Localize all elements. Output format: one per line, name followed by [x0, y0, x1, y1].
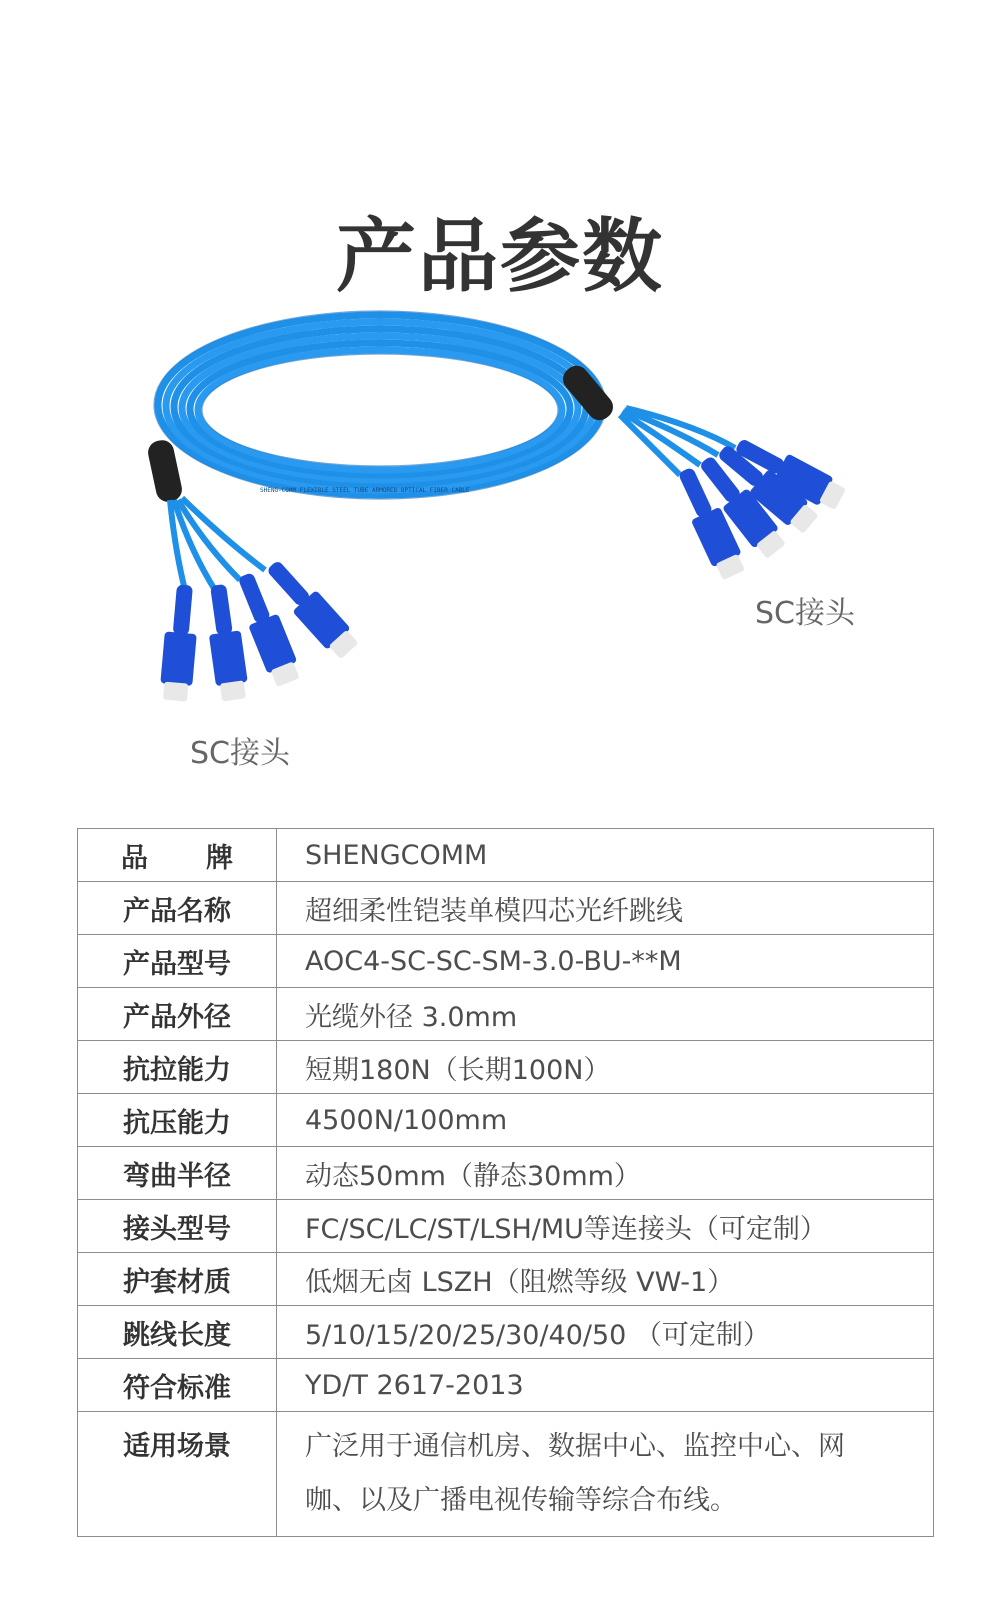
spec-value: SHENGCOMM [277, 829, 934, 882]
spec-label: 跳线长度 [78, 1306, 277, 1359]
spec-row-applications [78, 1412, 934, 1537]
left-sc-connectors [159, 554, 362, 702]
right-connector-label: SC接头 [755, 596, 855, 631]
spec-label: 产品型号 [78, 935, 277, 988]
spec-table [77, 828, 934, 1537]
spec-label: 产品名称 [78, 882, 277, 935]
spec-value: AOC4-SC-SC-SM-3.0-BU-**M [277, 935, 934, 988]
spec-value: 5/10/15/20/25/30/40/50 （可定制） [277, 1306, 934, 1359]
spec-row-model [78, 935, 934, 988]
spec-value: 低烟无卤 LSZH（阻燃等级 VW-1） [277, 1253, 934, 1306]
spec-value: 动态50mm（静态30mm） [277, 1147, 934, 1200]
spec-row-outer-diameter [78, 988, 934, 1041]
spec-value: 超细柔性铠装单模四芯光纤跳线 [277, 882, 934, 935]
spec-row-length [78, 1306, 934, 1359]
page-title: 产品参数 [336, 210, 664, 303]
spec-value: 短期180N（长期100N） [277, 1041, 934, 1094]
spec-label-text: 品 牌 [121, 842, 233, 874]
spec-value: 4500N/100mm [277, 1094, 934, 1147]
right-sc-connectors [670, 431, 847, 582]
spec-label: 接头型号 [78, 1200, 277, 1253]
spec-row-bend-radius [78, 1147, 934, 1200]
spec-label: 抗拉能力 [78, 1041, 277, 1094]
spec-row-tensile [78, 1041, 934, 1094]
spec-label: 符合标准 [78, 1359, 277, 1412]
spec-label [78, 829, 277, 882]
spec-row-brand [78, 829, 934, 882]
spec-label: 抗压能力 [78, 1094, 277, 1147]
spec-row-standard [78, 1359, 934, 1412]
fiber-cable-illustration [0, 300, 1000, 800]
spec-label: 护套材质 [78, 1253, 277, 1306]
spec-label: 适用场景 [78, 1412, 277, 1537]
cable-print-text: SHENG-COMM FLEXIBLE STEEL TUBE ARMORED OPTICAL FIBER CABLE [260, 487, 470, 494]
spec-value: YD/T 2617-2013 [277, 1359, 934, 1412]
spec-value: 光缆外径 3.0mm [277, 988, 934, 1041]
spec-label: 弯曲半径 [78, 1147, 277, 1200]
product-image-fiber-patch-cable [0, 300, 1000, 800]
spec-value: FC/SC/LC/ST/LSH/MU等连接头（可定制） [277, 1200, 934, 1253]
spec-row-crush [78, 1094, 934, 1147]
sc-connector [202, 583, 250, 702]
spec-row-jacket [78, 1253, 934, 1306]
spec-label: 产品外径 [78, 988, 277, 1041]
cable-coil [158, 315, 602, 495]
spec-row-product-name [78, 882, 934, 935]
spec-value: 广泛用于通信机房、数据中心、监控中心、网咖、以及广播电视传输等综合布线。 [277, 1412, 934, 1537]
sc-connector [159, 584, 201, 702]
spec-row-connector-type [78, 1200, 934, 1253]
left-connector-label: SC接头 [190, 736, 290, 771]
